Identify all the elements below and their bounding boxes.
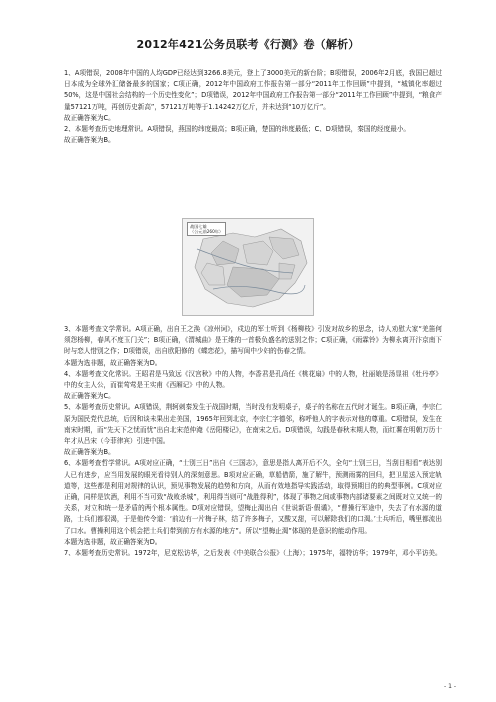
- q3-answer: 本题为选非题，故正确答案为D。: [64, 358, 162, 367]
- q5-explanation: 5、本题考查历史常识。A项错误，荆轲刺秦发生于战国时期，当时没有发明桌子，桌子的名称在五代时才诞生。B项正确，李宗仁原为国民党代总统，后因和谈未果出走美国，1965年回到北京，李宗仁字德邻，称呼他人的字表示对他的尊重。C项错误，发生在南宋时期，而“先天下之忧而忧”出自北宋范仲淹《岳阳楼记》，在南宋之后。D项错误，勾践是春秋末期人物，而红薯在明朝万历十年才从吕宋（今菲律宾）引进中国。: [64, 403, 442, 446]
- q6-explanation: 6、本题考查哲学常识。A项对应正确，“士别三日”出自《三国志》，意思是指人离开后不久，全句“士别三日，当刮目相看”表达别人已有进步，应当用发展的眼光看待别人的深刻意思。B项对应正确，草船借箭，施了解牛，预测雨雾的回归，把卫星送入预定轨道等，这些都是利用对规律的认识，预见事物发展的趋势和方向，从而有效地指导实践活动，取得预期目的的典型事例。C项对应正确，同样是饮酒，利用不当可致“战败杀城”，利用得当则可“战胜得利”，体现了事物之间或事物内部诸要素之间既对立又统一的关系，对立和统一是矛盾的两个根本属性。D项对应错误，望梅止渴出自《世说新语·假谲》，“曹操行军途中，失去了有水源的道路，士兵们都很渴，于是他传令道：‘前边有一片梅子林，结了许多梅子，又酸又甜，可以解除我们的口渴。’士兵听后，嘴里都流出了口水。曹操利用这个机会把士兵们带到前方有水源的地方”。所以“望梅止渴”体现的是意识的能动作用。: [64, 459, 442, 535]
- map-title: 战国七雄 （公元前260年）: [187, 222, 226, 236]
- q6-answer: 本题为选非题，故正确答案为D。: [64, 537, 162, 546]
- q3-explanation: 3、本题考查文学常识。A项正确，出自王之涣《凉州词》，戍边的军士听到《杨柳枝》引发对故乡的思念，诗人劝慰大家“羌笛何须怨杨柳，春风不度玉门关”；B项正确，《渭城曲》是王维的一首极负盛名的送别之作；C项正确，《雨霖铃》为柳永离开汴京南下时与恋人惜别之作；D项错误，出自欧阳修的《蝶恋花》，描写闺中少妇的伤春之情。: [64, 325, 442, 356]
- q1-explanation: 1、A项错误，2008年中国的人均GDP已经达到3266.8美元，登上了3000美元的新台阶；B项错误，2006年2月底，我国已超过日本成为全球外汇储备最多的国家；C项正确，2012年中国政府工作报告第一部分“2011年工作回顾”中提到，“城镇化率超过50%，这是中国社会结构的一个历史性变化”；D项错误，2012年中国政府工作报告第一部分“2011年工作回顾”中提到，“粮食产量57121万吨，再创历史新高”，57121万吨等于1.14242万亿斤，并未达到“10万亿斤”。: [64, 69, 442, 111]
- q1-answer: 故正确答案为C。: [64, 113, 115, 122]
- q2-answer: 故正确答案为B。: [64, 136, 115, 145]
- section-q3-q7: [64, 324, 442, 559]
- page-title: 2012年421公务员联考《行测》卷（解析）: [136, 38, 360, 51]
- q2-explanation: 2、本题考查历史地理常识。A项错误，燕国的纬度最高；B项正确，楚国的纬度最低；C、D项错误，秦国的经度最小。: [64, 125, 411, 134]
- page-number: - 1 -: [444, 683, 456, 690]
- q4-explanation: 4、本题考查文化常识。王昭君是马致远《汉宫秋》中的人物，李香君是孔尚任《桃花扇》中的人物，杜丽娘是汤显祖《牡丹亭》中的女主人公，而崔莺莺是王实甫《西厢记》中的人物。: [64, 369, 442, 390]
- warring-states-map: [182, 218, 314, 316]
- section-q1-q2: [64, 68, 442, 146]
- q7-explanation: 7、本题考查历史常识。1972年，尼克松访华，之后发表《中美联合公报》（上海）；1975年，福特访华；1979年，邓小平访美。: [64, 549, 442, 558]
- q4-answer: 故正确答案为C。: [64, 392, 115, 401]
- q5-answer: 故正确答案为B。: [64, 448, 115, 457]
